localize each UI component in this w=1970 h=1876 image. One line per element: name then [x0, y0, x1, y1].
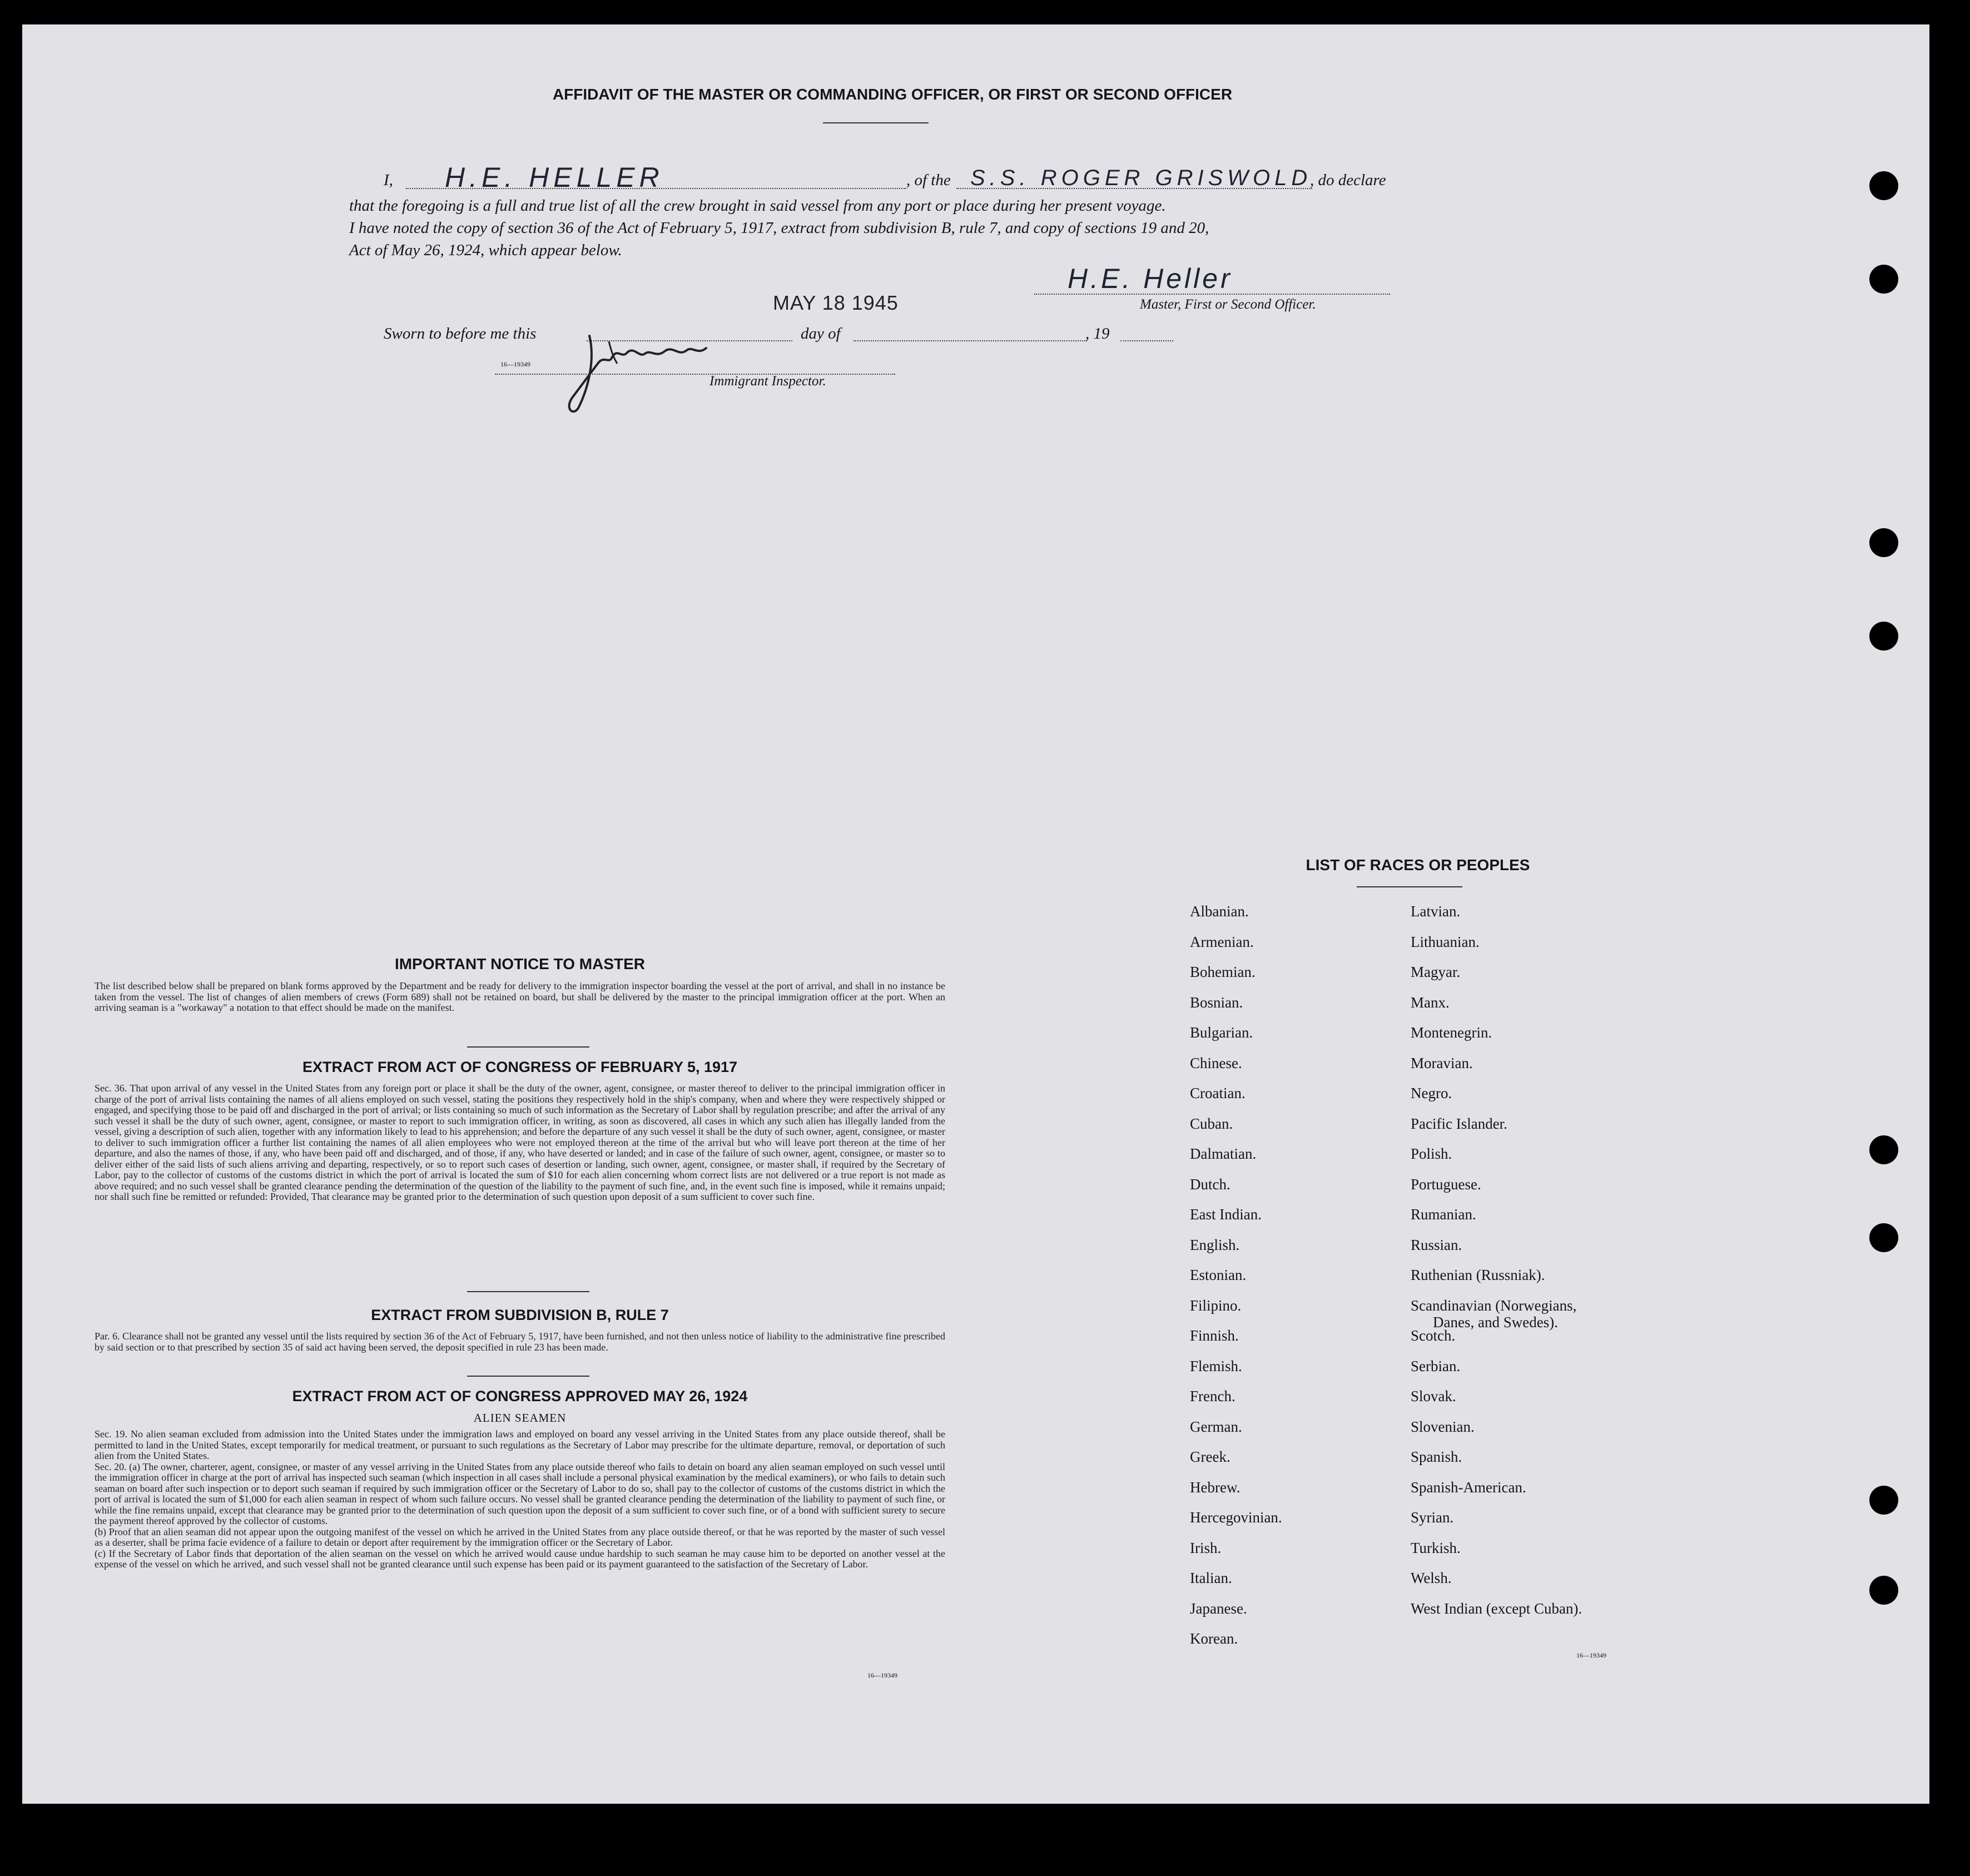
- master-signature-line: [1034, 294, 1390, 295]
- document-page: [22, 24, 1929, 1804]
- i-label: I,: [384, 171, 393, 189]
- race-item: Ruthenian (Russniak).: [1411, 1267, 1545, 1283]
- extract-1917-text: Sec. 36. That upon arrival of any vessel in the United States from any foreign port or place it shall be the duty of the owner, agent, consignee, or master thereof to deliver to the principal immigration officer in charge of the port of arrival lists containing the names of all aliens employed on such vessel, stating the positions they respectively hold in the ship's company, when and where they were respectively shipped or engaged, and specifying those to be paid off and discharged in the port of arrival; or lists containing so much of such information as the Secretary of Labor shall by regulation prescribe; and after the arrival of any such vessel it shall be the duty of such owner, agent, consignee, or master to report to such immigration officer, in writing, as soon as discovered, all cases in which any such alien has illegally landed from the vessel, giving a description of such alien, together with any information likely to lead to his apprehension; and before the departure of any such vessel it shall be the duty of such owner, agent, consignee, or master to deliver to such immigration officer a further list containing the names of all alien employees who were not employed thereon at the time of the arrival but who will leave port thereon at the time of her departure, and also the names of those, if any, who have been paid off and discharged, and of those, if any, who have deserted or landed; and in case of the failure of such owner, agent, consignee, or master so to deliver either of the said lists of such aliens arriving and departing, respectively, or so to report such cases of desertion or landing, such owner, agent, consignee, or master shall, if required by the Secretary of Labor, pay to the collector of customs of the customs district in which the port of arrival is located the sum of $10 for each alien concerning whom correct lists are not delivered or a true report is not made as above required; and no such vessel shall be granted clearance pending the determination of the question of the liability to the payment of such fine, and, in the event such fine is imposed, while it remains unpaid; nor shall such fine be remitted or refunded: Provided, That clearance may be granted prior to the determination of such question upon deposit of a sum sufficient to cover such fine.: [95, 1083, 945, 1202]
- affidavit-heading: AFFIDAVIT OF THE MASTER OR COMMANDING OFFICER, OR FIRST OR SECOND OFFICER: [552, 86, 1233, 103]
- race-item: Italian.: [1190, 1570, 1232, 1586]
- sec-20b-text: (b) Proof that an alien seaman did not appear upon the outgoing manifest of the vessel on which he arrived in the United States from any place outside thereof, or that he was reported by the master of such vessel as a deserter, shall be prima facie evidence of a failure to detain or deport after requirement by the immigration officer or the Secretary of Labor.: [95, 1526, 945, 1548]
- section-divider: [467, 1376, 589, 1377]
- extract-rule7-text: Par. 6. Clearance shall not be granted any vessel until the lists required by section 36 of the Act of February 5, 1917, have been furnished, and not then unless notice of liability to the administrative fine prescribed by said section or to that prescribed by section 35 of said act having been served, the deposit specified in rule 23 has been made.: [95, 1331, 945, 1353]
- vessel-name-handwritten: S.S. ROGER GRISWOLD: [970, 166, 1312, 190]
- punch-hole: [1869, 1135, 1898, 1164]
- race-item: Scandinavian (Norwegians,: [1411, 1297, 1577, 1314]
- sec-19-text: Sec. 19. No alien seaman excluded from admission into the United States under the immigration laws and employed on board any vessel arriving in the United States from any place outside thereof, shall be permitted to land in the United States, except temporarily for medical treatment, or pursuant to such regulations as the Secretary of Labor may prescribe for the ultimate departure, removal, or deportation of such alien from the United States.: [95, 1428, 945, 1461]
- race-item: Chinese.: [1190, 1054, 1242, 1071]
- race-item: Turkish.: [1411, 1539, 1461, 1556]
- master-caption: Master, First or Second Officer.: [1140, 297, 1316, 312]
- race-item: Dalmatian.: [1190, 1145, 1257, 1162]
- punch-hole: [1869, 1576, 1898, 1605]
- races-divider: [1357, 886, 1462, 887]
- extract-1924-heading: EXTRACT FROM ACT OF CONGRESS APPROVED MAY 26, 1924: [292, 1388, 748, 1404]
- race-item: Albanian.: [1190, 903, 1249, 920]
- race-item: French.: [1190, 1388, 1235, 1404]
- sworn-month-line: [853, 340, 1087, 341]
- race-item: Negro.: [1411, 1085, 1452, 1101]
- punch-hole: [1869, 528, 1898, 557]
- master-name-handwritten: H.E. HELLER: [445, 162, 664, 193]
- race-item: Serbian.: [1411, 1357, 1461, 1374]
- sworn-line: [384, 325, 1218, 347]
- notice-heading: IMPORTANT NOTICE TO MASTER: [394, 955, 646, 972]
- affidavit-body-line: that the foregoing is a full and true list of all the crew brought in said vessel from any port or place during her present voyage.: [349, 197, 1166, 215]
- extract-1917-heading: EXTRACT FROM ACT OF CONGRESS OF FEBRUARY 5, 1917: [302, 1059, 738, 1075]
- race-item: Portuguese.: [1411, 1175, 1481, 1193]
- affidavit-body: [349, 195, 1428, 261]
- race-item: East Indian.: [1190, 1206, 1262, 1223]
- master-signature: H.E. Heller: [1068, 263, 1233, 294]
- affidavit-body-line: I have noted the copy of section 36 of the Act of February 5, 1917, extract from subdivision B, rule 7, and copy of sections 19 and 20,: [349, 219, 1209, 237]
- year-label: , 19: [1085, 325, 1110, 343]
- heading-divider: [823, 122, 929, 123]
- race-item: Rumanian.: [1411, 1206, 1476, 1223]
- race-item: West Indian (except Cuban).: [1411, 1600, 1582, 1617]
- race-item: Flemish.: [1190, 1357, 1242, 1374]
- punch-hole: [1869, 1486, 1898, 1515]
- extract-1924-body: [95, 1429, 945, 1570]
- punch-hole: [1869, 265, 1898, 294]
- date-stamp: MAY 18 1945: [773, 291, 899, 314]
- section-divider: [467, 1046, 589, 1048]
- sec-20a-text: Sec. 20. (a) The owner, charterer, agent, consignee, or master of any vessel arriving in the United States from any place outside thereof who fails to detain on board any alien seaman employed on such vessel until the immigration officer in charge at the port of arrival has inspected such seaman (which inspection in all cases shall include a personal physical examination by the medical examiners), or who fails to detain such seaman on board after such inspection or to deport such seaman if required by such immigration officer or the Secretary of Labor to do so, shall pay to the collector of customs of the customs district in which the port of arrival is located the sum of $1,000 for each alien seaman in respect of whom such failure occurs. No vessel shall be granted clearance pending the determination of the liability to payment of such fine, or while the fine remains unpaid, except that clearance may be granted prior to the determination of such question upon the deposit of a sum sufficient to cover such fine, or of a bond with sufficient surety to secure the payment thereof approved by the collector of customs.: [95, 1461, 945, 1526]
- race-item: Spanish-American.: [1411, 1478, 1526, 1496]
- alien-seamen-subheading: ALIEN SEAMEN: [473, 1411, 567, 1425]
- race-item: Slovak.: [1411, 1388, 1456, 1404]
- inspector-caption: Immigrant Inspector.: [709, 374, 826, 389]
- race-item: Irish.: [1190, 1539, 1222, 1556]
- race-item: Magyar.: [1411, 964, 1461, 980]
- race-item: Latvian.: [1411, 903, 1461, 920]
- form-number: 16—19349: [867, 1671, 897, 1679]
- form-number: 16—19349: [500, 360, 530, 368]
- races-heading: LIST OF RACES OR PEOPLES: [1306, 856, 1530, 874]
- race-item: Finnish.: [1190, 1327, 1239, 1344]
- race-item: Montenegrin.: [1411, 1024, 1492, 1041]
- inspector-signature-line: [495, 374, 895, 375]
- race-item: Bosnian.: [1190, 994, 1243, 1011]
- race-item: Croatian.: [1190, 1085, 1245, 1101]
- race-item: Estonian.: [1190, 1267, 1247, 1283]
- race-item: Spanish.: [1411, 1448, 1462, 1465]
- affidavit-body-line: Act of May 26, 1924, which appear below.: [349, 241, 622, 259]
- race-item: Hercegovinian.: [1190, 1509, 1282, 1526]
- race-item: Hebrew.: [1190, 1478, 1240, 1496]
- affidavit-declaration-line: [384, 163, 1496, 191]
- race-item: Welsh.: [1411, 1570, 1452, 1586]
- sworn-label: Sworn to before me this: [384, 325, 537, 343]
- race-item: Danes, and Swedes).: [1433, 1313, 1558, 1331]
- of-the-label: , of the: [906, 171, 951, 189]
- race-item: Syrian.: [1411, 1509, 1454, 1526]
- race-item: Korean.: [1190, 1630, 1238, 1647]
- section-divider: [467, 1291, 589, 1292]
- sworn-year-line: [1120, 340, 1173, 341]
- day-of-label: day of: [801, 325, 841, 343]
- race-item: Polish.: [1411, 1145, 1452, 1162]
- sec-20c-text: (c) If the Secretary of Labor finds that deportation of the alien seaman on the vessel on which he arrived would cause undue hardship to such seaman he may cause him to be deported on another vessel at the expense of the vessel on which he arrived, and such vessel shall not be granted clearance until such expense has been paid or its payment guaranteed to the satisfaction of the Secretary of Labor.: [95, 1547, 945, 1570]
- race-item: Armenian.: [1190, 933, 1254, 950]
- race-item: Cuban.: [1190, 1115, 1233, 1132]
- race-item: German.: [1190, 1418, 1242, 1435]
- race-item: Dutch.: [1190, 1175, 1230, 1193]
- punch-hole: [1869, 1223, 1898, 1252]
- extract-rule7-heading: EXTRACT FROM SUBDIVISION B, RULE 7: [371, 1307, 669, 1323]
- race-item: Russian.: [1411, 1236, 1462, 1253]
- race-item: Bohemian.: [1190, 964, 1256, 980]
- race-item: Manx.: [1411, 994, 1450, 1011]
- race-item: Japanese.: [1190, 1600, 1247, 1617]
- race-item: Lithuanian.: [1411, 933, 1480, 950]
- form-number: 16—19349: [1576, 1651, 1606, 1659]
- punch-hole: [1869, 171, 1898, 200]
- race-item: Moravian.: [1411, 1054, 1473, 1071]
- race-item: English.: [1190, 1236, 1240, 1253]
- race-item: Slovenian.: [1411, 1418, 1475, 1435]
- notice-text: The list described below shall be prepared on blank forms approved by the Department and be ready for delivery to the immigration inspector boarding the vessel at the port of arrival, and shall in no instance be taken from the vessel. The list of changes of alien members of crews (Form 689) shall not be retained on board, but shall be delivered by the master to the principal immigration officer at the port. When an arriving seaman is a "workaway" a notation to that effect should be made on the manifest.: [95, 980, 945, 1013]
- race-item: Scotch.: [1411, 1327, 1456, 1344]
- race-item: Bulgarian.: [1190, 1024, 1253, 1041]
- race-item: Filipino.: [1190, 1297, 1242, 1314]
- race-item: Pacific Islander.: [1411, 1115, 1507, 1132]
- inspector-signature: [556, 325, 745, 419]
- race-item: Greek.: [1190, 1448, 1230, 1465]
- do-declare-label: , do declare: [1310, 171, 1386, 189]
- punch-hole: [1869, 622, 1898, 651]
